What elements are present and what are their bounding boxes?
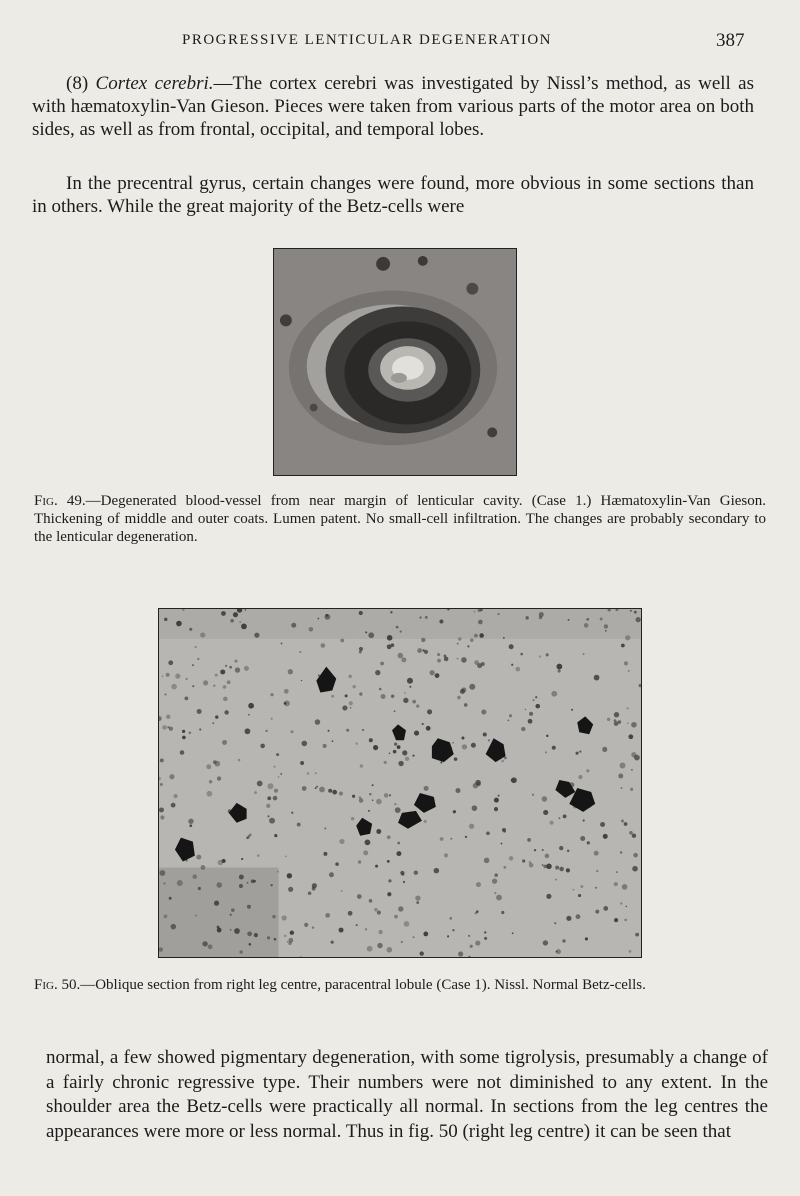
figure-50-caption-text: —Oblique section from right leg centre, paracentral lobule (Case 1). Nissl. Normal Betz-cells. <box>80 977 646 993</box>
figure-50-betz-cells-micrograph <box>158 608 642 958</box>
figure-49-label: Fig. 49. <box>34 493 86 509</box>
running-title: PROGRESSIVE LENTICULAR DEGENERATION <box>182 32 552 48</box>
section-heading: Cortex cerebri. <box>95 73 214 94</box>
section-number: (8) <box>66 73 89 94</box>
paragraph-betz-cells: normal, a few showed pigmentary degeneration, with some tigrolysis, presumably a change of a fairly chronic regressive type. Their numbers were not diminished to any extent. In the shoulder area the Betz-cells were practically all normal. In sections from the leg centres the appearances were more or less normal. Thus in fig. 50 (right leg centre) it can be seen that <box>46 1047 768 1142</box>
figure-49-blood-vessel-micrograph <box>273 248 517 476</box>
paragraph-text: —The cortex cerebri was investigated by Nissl’s method, as well as with hæmatoxylin-Van Gieson. Pieces were taken from various parts of the motor area on both sides, as well as from frontal, occipital, and temporal lobes. <box>32 73 755 140</box>
paragraph-precentral-gyrus: In the precentral gyrus, certain changes were found, more obvious in some sections than in others. While the great majority of the Betz-cells were <box>32 173 754 217</box>
figure-49-caption-text: —Degenerated blood-vessel from near margin of lenticular cavity. (Case 1.) Hæmatoxylin-Van Gieson. Thickening of middle and outer coats. Lumen patent. No small-cell infiltration. The changes are probably secondary to the lenticular degeneration. <box>34 493 767 545</box>
running-head <box>0 30 800 54</box>
micrograph-image <box>159 609 641 957</box>
figure-50-caption <box>34 976 766 994</box>
figure-50-label: Fig. 50. <box>34 977 81 993</box>
page-number: 387 <box>716 30 745 51</box>
micrograph-image <box>274 249 516 475</box>
figure-49-caption <box>34 492 766 546</box>
paragraph-cortex-cerebri <box>32 72 754 141</box>
